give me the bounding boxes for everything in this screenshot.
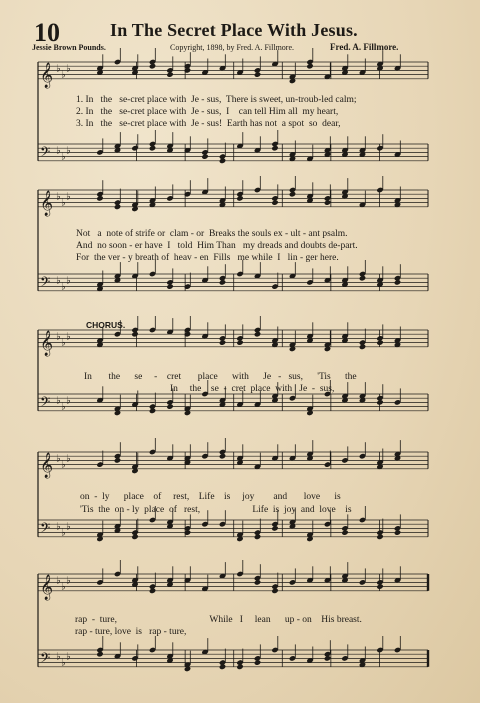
bass-clef-icon: 𝄢 xyxy=(40,519,51,539)
flat-icon: ♭ xyxy=(61,459,66,471)
note-head xyxy=(236,664,243,670)
note-head xyxy=(376,339,383,345)
flat-icon: ♭ xyxy=(61,527,66,539)
note-head xyxy=(271,525,278,531)
note-head xyxy=(131,534,138,540)
note-head xyxy=(271,145,278,151)
note-head xyxy=(201,153,208,159)
flat-icon: ♭ xyxy=(56,395,61,407)
flat-icon: ♭ xyxy=(66,575,71,587)
note-head xyxy=(166,283,173,289)
flat-icon: ♭ xyxy=(61,401,66,413)
chorus-label: CHORUS. xyxy=(86,320,126,330)
note-head xyxy=(359,275,366,281)
flat-icon: ♭ xyxy=(66,331,71,343)
note-head xyxy=(236,195,243,201)
note-head xyxy=(96,651,103,657)
composer-credit: Fred. A. Fillmore. xyxy=(330,42,399,52)
flat-icon: ♭ xyxy=(61,657,66,669)
note-head xyxy=(271,199,278,205)
page-number: 10 xyxy=(34,18,60,47)
note-head xyxy=(149,408,156,414)
note-head xyxy=(254,71,261,77)
note-head xyxy=(254,659,261,665)
note-head xyxy=(166,403,173,409)
flat-icon: ♭ xyxy=(61,581,66,593)
note-head xyxy=(131,331,138,337)
flat-icon: ♭ xyxy=(66,395,71,407)
note-head xyxy=(289,191,296,197)
bass-clef-icon: 𝄢 xyxy=(40,393,51,413)
flat-icon: ♭ xyxy=(66,145,71,157)
flat-icon: ♭ xyxy=(56,651,61,663)
flat-icon: ♭ xyxy=(61,281,66,293)
note-head xyxy=(359,344,366,350)
note-head xyxy=(254,331,261,337)
note-head xyxy=(114,204,121,210)
chorus-line2-upper: on - ly place of rest, Life is joy and love is xyxy=(80,492,341,502)
note-head xyxy=(254,579,261,585)
flat-icon: ♭ xyxy=(56,191,61,203)
chorus-line3-upper: rap - ture, While I lean up - on His breast. xyxy=(75,615,362,625)
bass-clef-icon: 𝄢 xyxy=(40,143,51,163)
bass-clef-icon: 𝄢 xyxy=(40,273,51,293)
flat-icon: ♭ xyxy=(61,151,66,163)
verse2-line2: And no soon - er have I told Him Than my dreads and doubts de-part. xyxy=(76,241,358,251)
note-head xyxy=(394,279,401,285)
note-head xyxy=(236,339,243,345)
note-head xyxy=(324,655,331,661)
flat-icon: ♭ xyxy=(56,575,61,587)
note-head xyxy=(114,457,121,463)
chorus-line1-upper: In the se - cret place with Je - sus, 'Tis the xyxy=(84,372,357,382)
note-head xyxy=(219,664,226,670)
note-head xyxy=(254,534,261,540)
treble-clef-icon: 𝄞 xyxy=(40,574,54,600)
note-head xyxy=(219,279,226,285)
note-head xyxy=(219,453,226,459)
copyright-notice: Copyright, 1898, by Fred. A. Fillmore. xyxy=(170,43,294,52)
flat-icon: ♭ xyxy=(56,63,61,75)
note-head xyxy=(341,529,348,535)
flat-icon: ♭ xyxy=(66,521,71,533)
note-head xyxy=(376,399,383,405)
flat-icon: ♭ xyxy=(61,69,66,81)
bass-clef-icon: 𝄢 xyxy=(40,649,51,669)
flat-icon: ♭ xyxy=(61,337,66,349)
note-head xyxy=(376,534,383,540)
verse1-line1: 1. In the se-cret place with Je - sus, There is sweet, un-troub-led calm; xyxy=(76,95,357,105)
chorus-line3-lower: rap - ture, love is rap - ture, xyxy=(75,627,187,637)
flat-icon: ♭ xyxy=(56,331,61,343)
treble-clef-icon: 𝄞 xyxy=(40,190,54,216)
note-head xyxy=(271,588,278,594)
treble-clef-icon: 𝄞 xyxy=(40,330,54,356)
flat-icon: ♭ xyxy=(66,275,71,287)
note-head xyxy=(219,339,226,345)
flat-icon: ♭ xyxy=(66,453,71,465)
note-head xyxy=(376,583,383,589)
note-head xyxy=(96,195,103,201)
chorus-line2-lower: 'Tis the on - ly place of rest, Life is joy and love is xyxy=(80,505,352,515)
note-head xyxy=(149,145,156,151)
treble-clef-icon: 𝄞 xyxy=(40,452,54,478)
note-head xyxy=(394,529,401,535)
verse2-line1: 2. In the se-cret place with Je - sus, I can tell Him all my heart, xyxy=(76,107,339,117)
flat-icon: ♭ xyxy=(56,275,61,287)
verse3-line2: For the ver - y breath of heav - en Fills me while I lin - ger here. xyxy=(76,253,339,263)
note-head xyxy=(324,199,331,205)
note-head xyxy=(149,588,156,594)
verse1-line2: Not a note of strife or clam - or Breaks the souls ex - ult - ant psalm. xyxy=(76,229,348,239)
flat-icon: ♭ xyxy=(56,453,61,465)
hymn-title: In The Secret Place With Jesus. xyxy=(110,20,358,40)
note-head xyxy=(166,71,173,77)
flat-icon: ♭ xyxy=(66,63,71,75)
flat-icon: ♭ xyxy=(66,191,71,203)
treble-clef-icon: 𝄞 xyxy=(40,62,54,88)
flat-icon: ♭ xyxy=(56,145,61,157)
lyricist-credit: Jessie Brown Pounds. xyxy=(32,43,106,52)
note-head xyxy=(149,63,156,69)
chorus-line1-lower: In the se - cret place with Je - sus, xyxy=(170,384,335,394)
flat-icon: ♭ xyxy=(66,651,71,663)
note-head xyxy=(219,158,226,164)
flat-icon: ♭ xyxy=(61,197,66,209)
flat-icon: ♭ xyxy=(56,521,61,533)
note-head xyxy=(306,63,313,69)
verse3-line1: 3. In the se-cret place with Je - sus! Earth has not a spot so dear, xyxy=(76,119,341,129)
